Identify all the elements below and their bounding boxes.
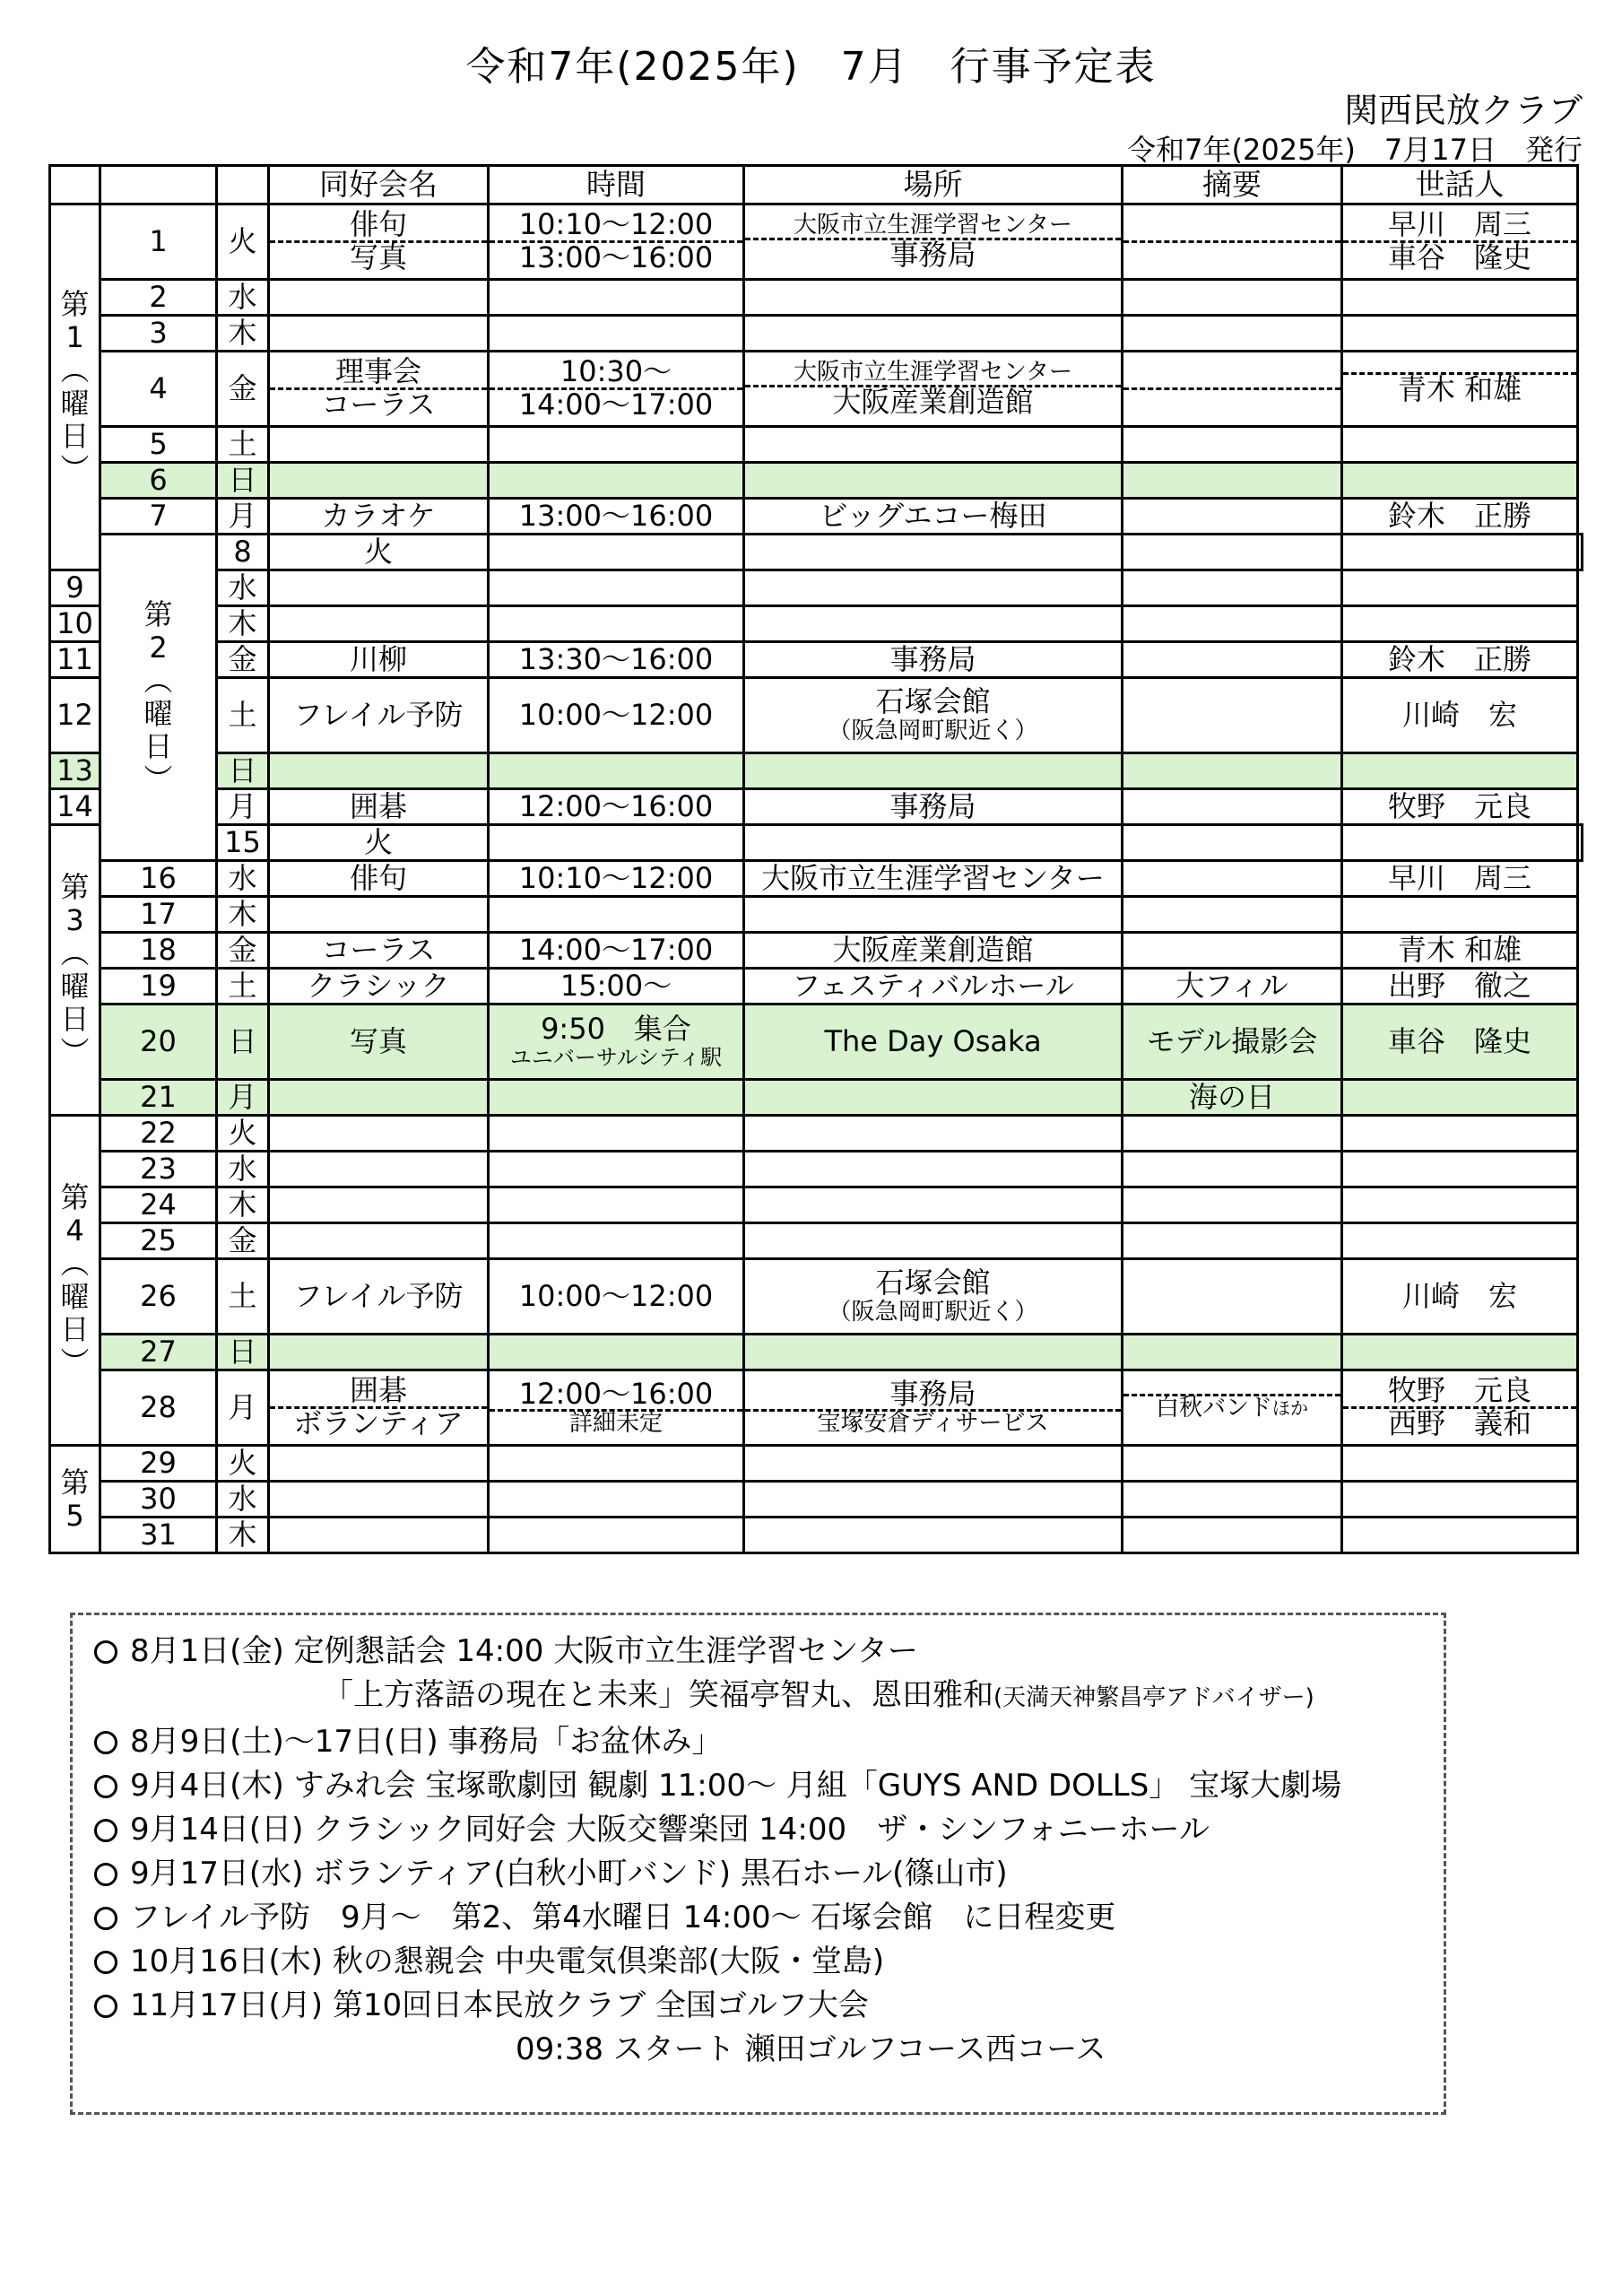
day-cell: 25	[100, 1223, 217, 1259]
dow-cell: 金	[217, 352, 269, 427]
note-cell	[1123, 933, 1342, 969]
day-cell: 3	[100, 316, 217, 352]
time-cell: 10:10〜12:00 13:00〜16:00	[489, 204, 744, 280]
day-cell: 31	[100, 1518, 217, 1553]
table-row	[50, 1116, 1583, 1152]
dow-cell: 水	[217, 1152, 269, 1187]
table-header-row	[50, 166, 1583, 204]
dow-cell: 日	[217, 463, 269, 499]
time-cell: 15:00〜	[489, 969, 744, 1004]
note-item: 8月9日(土)〜17日(日) 事務局「お盆休み」	[94, 1720, 1444, 1764]
table-row	[50, 933, 1583, 969]
host-cell: 早川 周三 車谷 隆史	[1342, 204, 1578, 280]
day-cell: 5	[100, 427, 217, 463]
week-label-1: 第 1 ︵ 曜 日 ︶	[50, 204, 100, 570]
table-row	[50, 825, 1583, 861]
time-cell: 10:30〜 14:00〜17:00	[489, 352, 744, 427]
day-cell: 13	[50, 753, 100, 789]
club-cell: 川柳	[269, 642, 489, 678]
dow-cell: 水	[217, 570, 269, 606]
club-cell: コーラス	[269, 933, 489, 969]
place-cell: 石塚会館 （阪急岡町駅近く）	[744, 678, 1123, 753]
note-cell	[1123, 678, 1342, 753]
place-cell: 事務局	[744, 642, 1123, 678]
day-cell: 21	[100, 1080, 217, 1116]
host-cell: 牧野 元良 西野 義和	[1342, 1370, 1578, 1446]
club-cell: 囲碁	[269, 789, 489, 825]
time-cell: 13:00〜16:00	[489, 499, 744, 535]
table-row	[50, 1187, 1583, 1223]
day-cell: 27	[100, 1335, 217, 1370]
place-cell: フェスティバルホール	[744, 969, 1123, 1004]
circle-bullet-icon	[94, 1640, 117, 1664]
club-cell: カラオケ	[269, 499, 489, 535]
dow-cell: 月	[217, 1080, 269, 1116]
table-row	[50, 1370, 1583, 1446]
day-cell: 11	[50, 642, 100, 678]
header-dow	[217, 166, 269, 204]
host-cell: 牧野 元良	[1342, 789, 1578, 825]
table-row	[50, 969, 1583, 1004]
dow-cell: 木	[217, 606, 269, 642]
dow-cell: 木	[217, 1518, 269, 1553]
day-cell: 17	[100, 897, 217, 933]
host-cell: 出野 徹之	[1342, 969, 1578, 1004]
day-cell: 28	[100, 1370, 217, 1446]
note-cell: モデル撮影会	[1123, 1004, 1342, 1080]
place-cell: The Day Osaka	[744, 1004, 1123, 1080]
day-cell: 14	[50, 789, 100, 825]
dow-cell: 水	[217, 861, 269, 897]
dow-cell: 土	[217, 678, 269, 753]
time-cell: 9:50 集合 ユニバーサルシティ駅	[489, 1004, 744, 1080]
dow-cell: 木	[217, 897, 269, 933]
table-row	[50, 1152, 1583, 1187]
day-cell: 16	[100, 861, 217, 897]
dow-cell: 金	[217, 933, 269, 969]
club-cell: 俳句	[269, 861, 489, 897]
dow-cell: 日	[217, 753, 269, 789]
table-row	[50, 499, 1583, 535]
schedule-table	[48, 164, 1583, 1554]
table-row	[50, 789, 1583, 825]
day-cell: 12	[50, 678, 100, 753]
host-cell: 早川 周三	[1342, 861, 1578, 897]
place-cell: 石塚会館 （阪急岡町駅近く）	[744, 1259, 1123, 1335]
day-cell: 9	[50, 570, 100, 606]
header-place: 場所	[744, 166, 1123, 204]
host-cell: 青木 和雄	[1342, 933, 1578, 969]
note-cell: 大フィル	[1123, 969, 1342, 1004]
dow-cell: 水	[217, 1482, 269, 1518]
week-label-4: 第 4 ︵ 曜 日 ︶	[50, 1116, 100, 1446]
dow-cell: 火	[269, 535, 489, 570]
dow-cell: 土	[217, 427, 269, 463]
table-row-sunday	[50, 1004, 1583, 1080]
time-cell: 10:00〜12:00	[489, 1259, 744, 1335]
note-item: 9月17日(水) ボランティア(白秋小町バンド) 黒石ホール(篠山市)	[94, 1852, 1444, 1896]
club-cell: フレイル予防	[269, 1259, 489, 1335]
time-cell: 14:00〜17:00	[489, 933, 744, 969]
club-cell: 俳句 写真	[269, 204, 489, 280]
note-cell	[1123, 499, 1342, 535]
day-cell: 18	[100, 933, 217, 969]
header-week	[50, 166, 100, 204]
day-cell: 2	[100, 280, 217, 316]
time-cell: 12:00〜16:00 詳細未定	[489, 1370, 744, 1446]
week-label-2: 第 2 ︵ 曜 日 ︶	[100, 535, 217, 861]
note-cell: 白秋バンド ほか	[1123, 1370, 1342, 1446]
place-cell: 事務局 宝塚安倉ディサービス	[744, 1370, 1123, 1446]
note-cell	[1123, 861, 1342, 897]
table-row	[50, 1446, 1583, 1482]
time-cell: 13:30〜16:00	[489, 642, 744, 678]
dow-cell: 日	[217, 1335, 269, 1370]
note-item: フレイル予防 9月〜 第2、第4水曜日 14:00〜 石塚会館 に日程変更	[94, 1896, 1444, 1940]
note-cell	[1123, 642, 1342, 678]
header-time: 時間	[489, 166, 744, 204]
note-item: 09:38 スタート 瀬田ゴルフコース西コース	[516, 2031, 1106, 2067]
day-cell: 10	[50, 606, 100, 642]
note-item: 10月16日(木) 秋の懇親会 中央電気倶楽部(大阪・堂島)	[94, 1940, 1444, 1984]
header-host: 世話人	[1342, 166, 1578, 204]
day-cell: 6	[100, 463, 217, 499]
table-row	[50, 897, 1583, 933]
table-row	[50, 1518, 1583, 1553]
table-row	[50, 427, 1583, 463]
dow-cell: 土	[217, 969, 269, 1004]
table-row	[50, 280, 1583, 316]
day-cell: 22	[100, 1116, 217, 1152]
dow-cell: 木	[217, 1187, 269, 1223]
dow-cell: 木	[217, 316, 269, 352]
page-title: 令和7年(2025年) 7月 行事予定表	[465, 44, 1157, 90]
circle-bullet-icon	[94, 1731, 117, 1754]
note-item: 9月4日(木) すみれ会 宝塚歌劇団 観劇 11:00〜 月組「GUYS AND DOLLS」 宝塚大劇場	[94, 1764, 1444, 1808]
host-cell: 鈴木 正勝	[1342, 642, 1578, 678]
day-cell: 23	[100, 1152, 217, 1187]
day-cell: 8	[217, 535, 269, 570]
place-cell: 大阪市立生涯学習センター	[744, 861, 1123, 897]
table-row	[50, 1482, 1583, 1518]
time-cell: 12:00〜16:00	[489, 789, 744, 825]
circle-bullet-icon	[94, 1995, 117, 2018]
place-cell: 事務局	[744, 789, 1123, 825]
dow-cell: 火	[217, 204, 269, 280]
day-cell: 30	[100, 1482, 217, 1518]
table-row	[50, 678, 1583, 753]
dow-cell: 火	[217, 1116, 269, 1152]
note-item: 11月17日(月) 第10回日本民放クラブ 全国ゴルフ大会	[94, 1984, 1444, 2028]
host-cell: 車谷 隆史	[1342, 1004, 1578, 1080]
table-row-sunday	[50, 753, 1583, 789]
circle-bullet-icon	[94, 1863, 117, 1886]
club-cell: フレイル予防	[269, 678, 489, 753]
club-cell: 理事会 コーラス	[269, 352, 489, 427]
table-row	[50, 352, 1583, 427]
table-row	[50, 642, 1583, 678]
table-row	[50, 316, 1583, 352]
table-row	[50, 1223, 1583, 1259]
place-cell: 大阪市立生涯学習センター 事務局	[744, 204, 1123, 280]
note-cell	[1123, 789, 1342, 825]
circle-bullet-icon	[94, 1907, 117, 1930]
week-label-3: 第 3 ︵ 曜 日 ︶	[50, 825, 100, 1116]
dow-cell: 日	[217, 1004, 269, 1080]
day-cell: 19	[100, 969, 217, 1004]
dow-cell: 金	[217, 1223, 269, 1259]
day-cell: 1	[100, 204, 217, 280]
day-cell: 26	[100, 1259, 217, 1335]
dow-cell: 金	[217, 642, 269, 678]
time-cell: 10:10〜12:00	[489, 861, 744, 897]
note-cell	[1123, 1259, 1342, 1335]
host-cell: 川崎 宏	[1342, 1259, 1578, 1335]
host-cell: 鈴木 正勝	[1342, 499, 1578, 535]
table-row-holiday	[50, 1080, 1583, 1116]
day-cell: 20	[100, 1004, 217, 1080]
circle-bullet-icon	[94, 1951, 117, 1974]
table-row-sunday	[50, 463, 1583, 499]
dow-cell: 火	[269, 825, 489, 861]
dow-cell: 月	[217, 499, 269, 535]
table-row-sunday	[50, 1335, 1583, 1370]
table-row	[50, 606, 1583, 642]
table-row	[50, 861, 1583, 897]
place-cell: 大阪市立生涯学習センター 大阪産業創造館	[744, 352, 1123, 427]
issue-date: 令和7年(2025年) 7月17日 発行	[1127, 133, 1583, 167]
header-club: 同好会名	[269, 166, 489, 204]
week-label-5: 第 5	[50, 1446, 100, 1553]
table-row	[50, 570, 1583, 606]
time-cell: 10:00〜12:00	[489, 678, 744, 753]
place-cell: ビッグエコー梅田	[744, 499, 1123, 535]
day-cell: 29	[100, 1446, 217, 1482]
notes-box	[70, 1613, 1446, 2115]
note-cell: 海の日	[1123, 1080, 1342, 1116]
note-item: 9月14日(日) クラシック同好会 大阪交響楽団 14:00 ザ・シンフォニーホール	[94, 1808, 1444, 1852]
table-row	[50, 204, 1583, 280]
note-cell	[1123, 204, 1342, 280]
club-cell: 写真	[269, 1004, 489, 1080]
note-cell	[1123, 352, 1342, 427]
day-cell: 4	[100, 352, 217, 427]
host-cell: 青木 和雄	[1342, 352, 1578, 427]
day-cell: 24	[100, 1187, 217, 1223]
note-item: 8月1日(金) 定例懇話会 14:00 大阪市立生涯学習センター	[94, 1630, 1444, 1674]
host-cell: 川崎 宏	[1342, 678, 1578, 753]
circle-bullet-icon	[94, 1819, 117, 1842]
header-day	[100, 166, 217, 204]
dow-cell: 火	[217, 1446, 269, 1482]
dow-cell: 水	[217, 280, 269, 316]
club-cell: クラシック	[269, 969, 489, 1004]
organization-name: 関西民放クラブ	[1343, 91, 1583, 130]
header-note: 摘要	[1123, 166, 1342, 204]
circle-bullet-icon	[94, 1775, 117, 1798]
dow-cell: 月	[217, 789, 269, 825]
table-row	[50, 535, 1583, 570]
place-cell: 大阪産業創造館	[744, 933, 1123, 969]
dow-cell: 月	[217, 1370, 269, 1446]
day-cell: 15	[217, 825, 269, 861]
note-item: 「上方落語の現在と未来」笑福亭智丸、恩田雅和(天満天神繁昌亭アドバイザー)	[323, 1677, 1314, 1713]
table-row	[50, 1259, 1583, 1335]
day-cell: 7	[100, 499, 217, 535]
club-cell: 囲碁 ボランティア	[269, 1370, 489, 1446]
dow-cell: 土	[217, 1259, 269, 1335]
